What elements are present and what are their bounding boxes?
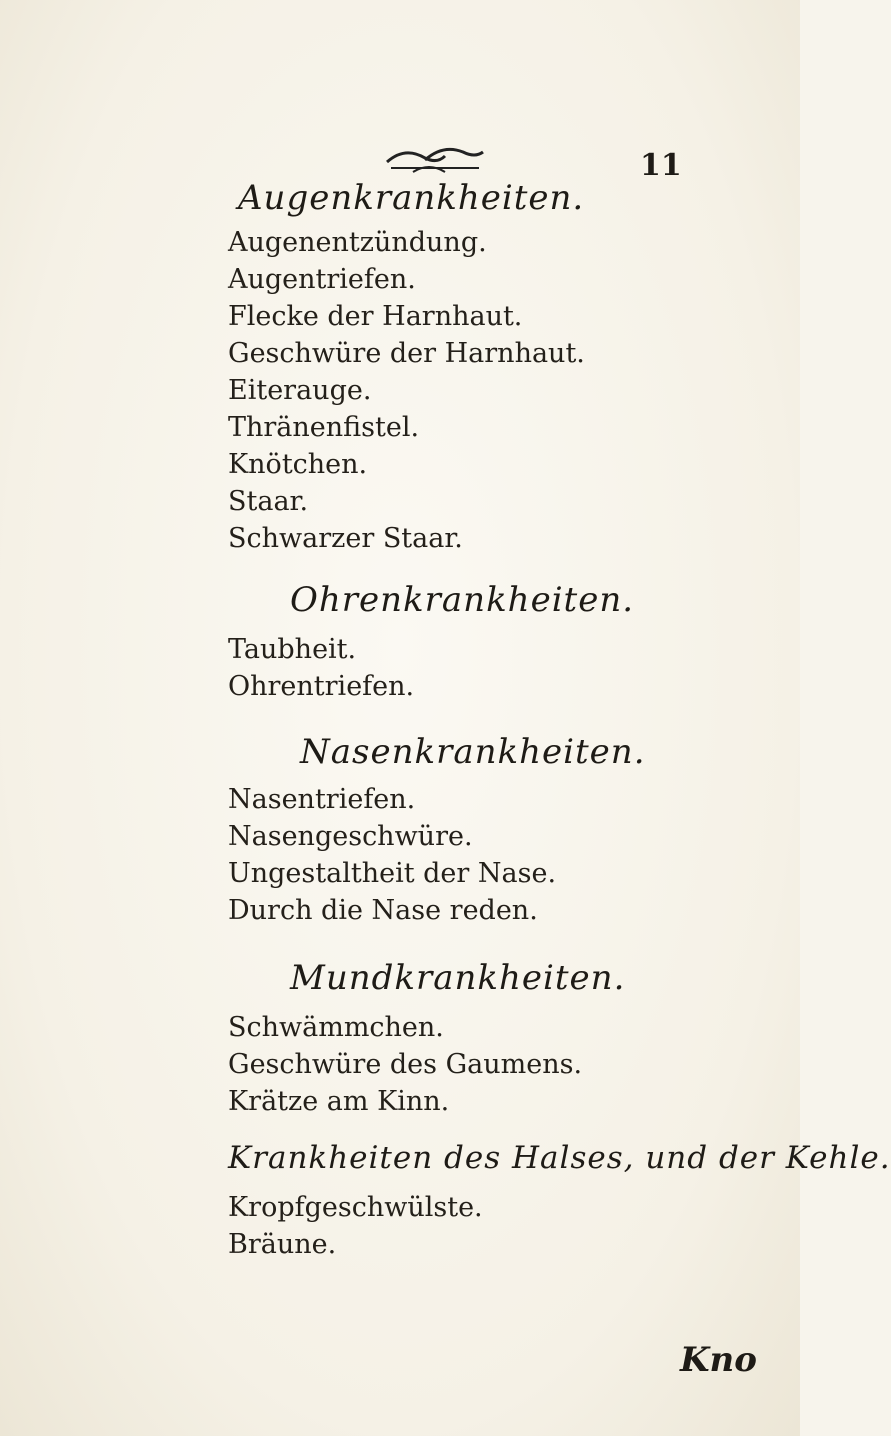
list-item: Schwämmchen. — [228, 1012, 444, 1043]
section-heading-throat-diseases: Krankheiten des Halses, und der Kehle. — [228, 1140, 891, 1176]
list-item: Bräune. — [228, 1229, 337, 1260]
list-item: Thränenfistel. — [228, 412, 420, 443]
list-item: Nasentriefen. — [228, 784, 416, 815]
page-number: 11 — [640, 148, 682, 183]
list-item: Ohrentriefen. — [228, 671, 415, 702]
list-item: Staar. — [228, 486, 309, 517]
list-item: Augentriefen. — [228, 264, 416, 295]
list-item: Ungestaltheit der Nase. — [228, 858, 557, 889]
section-heading-eye-diseases: Augenkrankheiten. — [238, 178, 585, 218]
printers-ornament-icon — [385, 138, 485, 178]
list-item: Geschwüre des Gaumens. — [228, 1049, 583, 1080]
list-item: Kropfgeschwülste. — [228, 1192, 483, 1223]
list-item: Eiterauge. — [228, 375, 372, 406]
section-heading-mouth-diseases: Mundkrankheiten. — [290, 958, 626, 998]
list-item: Flecke der Harnhaut. — [228, 301, 523, 332]
section-heading-nose-diseases: Nasenkrankheiten. — [300, 732, 646, 772]
list-item: Nasengeschwüre. — [228, 821, 473, 852]
section-heading-ear-diseases: Ohrenkrankheiten. — [290, 580, 635, 620]
list-item: Geschwüre der Harnhaut. — [228, 338, 585, 369]
list-item: Taubheit. — [228, 634, 357, 665]
list-item: Krätze am Kinn. — [228, 1086, 450, 1117]
catchword: Kno — [680, 1340, 757, 1380]
list-item: Augenentzündung. — [228, 227, 487, 258]
list-item: Durch die Nase reden. — [228, 895, 538, 926]
list-item: Knötchen. — [228, 449, 368, 480]
list-item: Schwarzer Staar. — [228, 523, 463, 554]
